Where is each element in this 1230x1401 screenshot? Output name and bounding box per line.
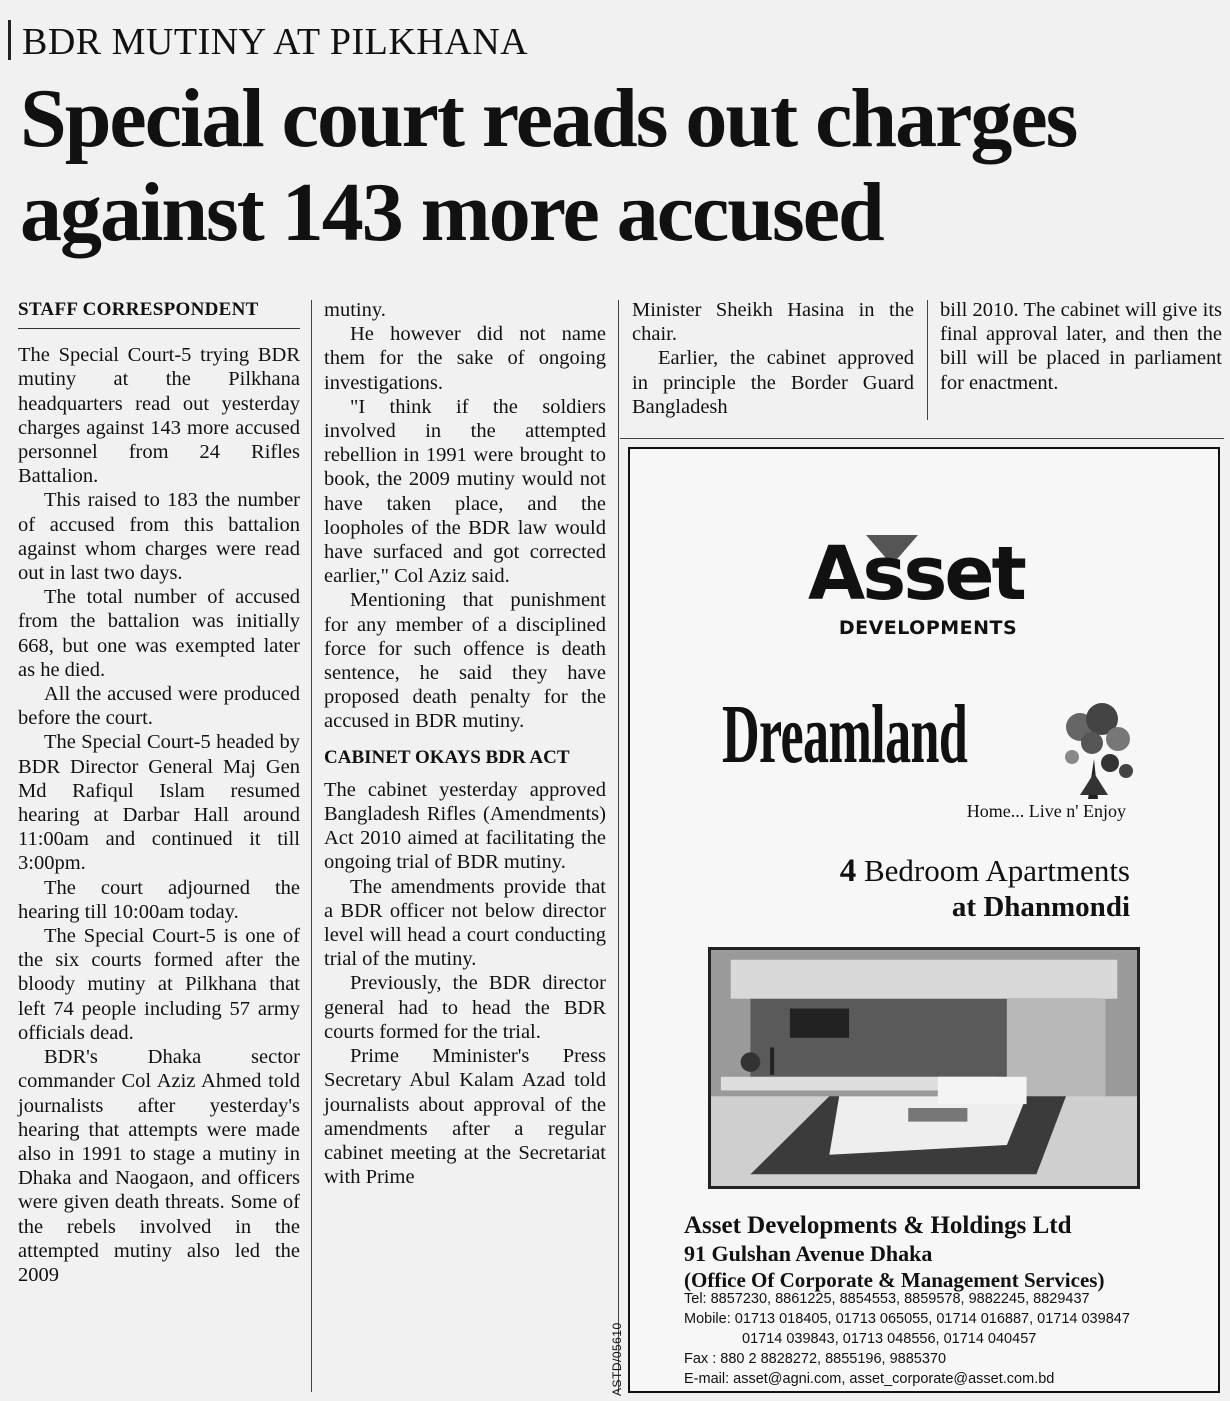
- subhead: CABINET OKAYS BDR ACT: [324, 746, 570, 768]
- ad-top-rule: [620, 438, 1224, 439]
- paragraph: mutiny.: [324, 299, 386, 321]
- living-room-photo: [708, 947, 1140, 1189]
- apartment-text: Bedroom Apartments: [856, 853, 1130, 888]
- paragraph: Earlier, the cabinet approved in principle the Border Guard Bangladesh: [632, 347, 914, 418]
- mobile: Mobile: 01713 018405, 01713 065055, 01714 016887, 01714 039847: [684, 1311, 1130, 1327]
- paragraph: The Special Court-5 is one of the six courts formed after the bloody mutiny at Pilkhana that left 74 people including 57 army officials dead.: [18, 925, 300, 1044]
- paragraph: The amendments provide that a BDR officer not below director level will head a court conducting trial of the mutiny.: [324, 875, 606, 971]
- logo-word: Asset: [808, 531, 1024, 617]
- paragraph: The cabinet yesterday approved Bangladesh Rifles (Amendments) Act 2010 aimed at facilitating the ongoing trial of BDR mutiny.: [324, 778, 606, 874]
- paragraph: Mentioning that punishment for any member of a disciplined force for such offence is death sentence, he said they have proposed death penalty for the accused in BDR mutiny.: [324, 589, 606, 733]
- paragraph: Previously, the BDR director general had to head the BDR courts formed for the trial.: [324, 972, 606, 1043]
- asset-logo: [808, 529, 1048, 649]
- fax: Fax : 880 2 8828272, 8855196, 9885370: [684, 1351, 947, 1367]
- paragraph: The total number of accused from the battalion was initially 668, but one was exempted later as he died.: [18, 586, 300, 681]
- logo-subtitle: DEVELOPMENTS: [838, 617, 1018, 639]
- column-rule-1: [311, 300, 312, 1392]
- headline-line-2: against 143 more accused: [20, 166, 883, 259]
- advertisement: [628, 447, 1220, 1393]
- kicker: BDR MUTINY AT PILKHANA: [22, 21, 529, 63]
- article-column-1: [18, 298, 300, 1287]
- kicker-bar: [8, 20, 11, 60]
- column-rule-3: [927, 300, 928, 420]
- article-column-4: [940, 298, 1222, 395]
- article-column-2: [324, 298, 606, 1189]
- apartment-location: at Dhanmondi: [951, 891, 1130, 923]
- paragraph: The court adjourned the hearing till 10:00am today.: [18, 876, 300, 923]
- mobile-cont: 01714 039843, 01713 048556, 01714 040457: [742, 1331, 1037, 1347]
- paragraph: "I think if the soldiers involved in the attempted rebellion in 1991 were brought to book, the 2009 mutiny would not have taken place, and the loopholes of the BDR law would have surfaced and got corrected earlier," Col Aziz said.: [324, 395, 606, 588]
- telephone: Tel: 8857230, 8861225, 8854553, 8859578, 9882245, 8829437: [684, 1291, 1090, 1307]
- headline: [20, 72, 1220, 260]
- apartment-number: 4: [839, 853, 857, 889]
- paragraph: He however did not name them for the sake of ongoing investigations.: [324, 323, 606, 394]
- headline-line-1: Special court reads out charges: [20, 72, 1077, 165]
- company-name: Asset Developments & Holdings Ltd: [684, 1212, 1072, 1239]
- paragraph: This raised to 183 the number of accused from this battalion against whom charges were read out in last two days.: [18, 489, 300, 585]
- ad-code-text: ASTD/05610: [610, 1322, 624, 1396]
- paragraph: Prime Mminister's Press Secretary Abul Kalam Azad told journalists about approval of the amendments after a regular cabinet meeting at the Secretariat with Prime: [324, 1045, 606, 1189]
- company-block: [684, 1211, 1214, 1293]
- tree-icon: [1050, 699, 1140, 799]
- company-office: (Office Of Corporate & Management Services): [684, 1268, 1105, 1292]
- company-address: 91 Gulshan Avenue Dhaka: [684, 1241, 933, 1266]
- email: E-mail: asset@agni.com, asset_corporate@asset.com.bd: [684, 1371, 1055, 1387]
- byline: STAFF CORRESPONDENT: [18, 298, 300, 329]
- paragraph: BDR's Dhaka sector commander Col Aziz Ahmed told journalists after yesterday's hearing that attempts were made also in 1991 to stage a mutiny in Dhaka and Naogaon, and officers were given death threats. Some of the rebels involved in the attempted mutiny also led the 2009: [18, 1046, 300, 1286]
- apartment-line: [730, 853, 1130, 889]
- brand-name: Dreamland: [722, 688, 968, 781]
- paragraph: All the accused were produced before the court.: [18, 683, 300, 730]
- column-rule-2: [618, 300, 619, 1392]
- paragraph: bill 2010. The cabinet will give its final approval later, and then the bill will be placed in parliament for enactment.: [940, 299, 1222, 394]
- paragraph: The Special Court-5 headed by BDR Director General Maj Gen Md Rafiqul Islam resumed hearing at Darbar Hall around 11:00am and continued it till 3:00pm.: [18, 731, 300, 875]
- paragraph: The Special Court-5 trying BDR mutiny at the Pilkhana headquarters read out yesterday charges against 143 more accused personnel from 24 Rifles Battalion.: [18, 344, 300, 488]
- tagline: Home... Live n' Enjoy: [966, 801, 1126, 821]
- article-column-3: [632, 298, 914, 419]
- paragraph: Minister Sheikh Hasina in the chair.: [632, 299, 914, 346]
- contact-block: [684, 1289, 1214, 1389]
